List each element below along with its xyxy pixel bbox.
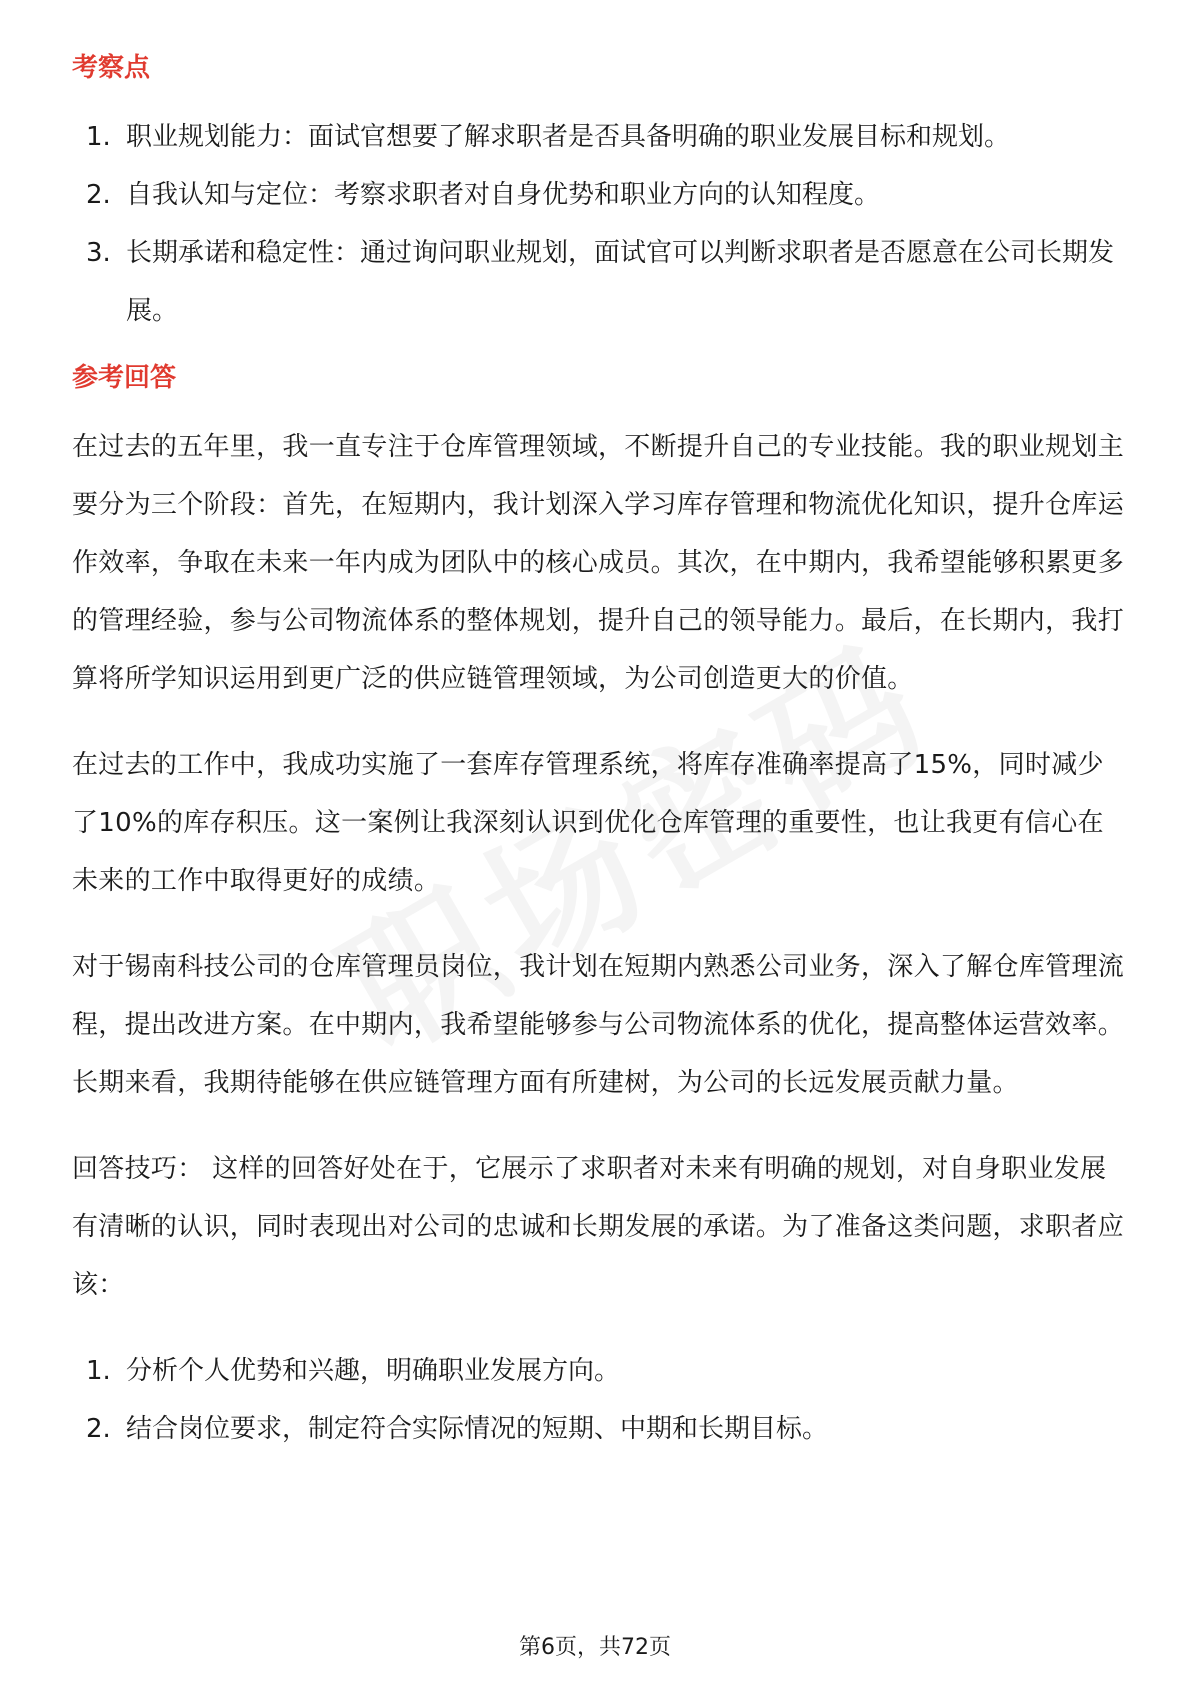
tips-list bbox=[72, 1342, 1124, 1458]
tips-paragraph: 回答技巧： 这样的回答好处在于，它展示了求职者对未来有明确的规划，对自身职业发展有清晰的认识，同时表现出对公司的忠诚和长期发展的承诺。为了准备这类问题，求职者应该： bbox=[72, 1154, 1125, 1300]
points-list bbox=[72, 108, 1124, 340]
list-item bbox=[72, 1400, 1124, 1458]
list-item-number: 2. bbox=[86, 180, 111, 210]
section-title-points: 考察点 bbox=[72, 53, 151, 83]
answer-paragraph: 对于锡南科技公司的仓库管理员岗位，我计划在短期内熟悉公司业务，深入了解仓库管理流程，提出改进方案。在中期内，我希望能够参与公司物流体系的优化，提高整体运营效率。长期来看，我期待能够在供应链管理方面有所建树，为公司的长远发展贡献力量。 bbox=[72, 952, 1125, 1098]
list-item-text: 自我认知与定位：考察求职者对自身优势和职业方向的认知程度。 bbox=[126, 180, 881, 210]
list-item-number: 1. bbox=[86, 1356, 111, 1386]
list-item-text: 结合岗位要求，制定符合实际情况的短期、中期和长期目标。 bbox=[126, 1414, 829, 1444]
list-item-number: 3. bbox=[86, 238, 111, 268]
list-item bbox=[72, 1342, 1124, 1400]
list-item-number: 1. bbox=[86, 122, 111, 152]
section-title-answer: 参考回答 bbox=[72, 363, 177, 393]
page-number: 第6页，共72页 bbox=[519, 1635, 671, 1660]
list-item-text: 长期承诺和稳定性：通过询问职业规划，面试官可以判断求职者是否愿意在公司长期发展。 bbox=[126, 238, 1115, 326]
answer-paragraph: 在过去的五年里，我一直专注于仓库管理领域，不断提升自己的专业技能。我的职业规划主要分为三个阶段：首先，在短期内，我计划深入学习库存管理和物流优化知识，提升仓库运作效率，争取在未来一年内成为团队中的核心成员。其次，在中期内，我希望能够积累更多的管理经验，参与公司物流体系的整体规划，提升自己的领导能力。最后，在长期内，我打算将所学知识运用到更广泛的供应链管理领域，为公司创造更大的价值。 bbox=[72, 432, 1125, 694]
list-item-number: 2. bbox=[86, 1414, 111, 1444]
list-item bbox=[72, 224, 1124, 340]
list-item bbox=[72, 108, 1124, 166]
page-content bbox=[72, 48, 1124, 1458]
list-item bbox=[72, 166, 1124, 224]
list-item-text: 职业规划能力：面试官想要了解求职者是否具备明确的职业发展目标和规划。 bbox=[126, 122, 1011, 152]
answer-paragraph: 在过去的工作中，我成功实施了一套库存管理系统，将库存准确率提高了15%，同时减少了10%的库存积压。这一案例让我深刻认识到优化仓库管理的重要性，也让我更有信心在未来的工作中取得更好的成绩。 bbox=[72, 750, 1104, 896]
list-item-text: 分析个人优势和兴趣，明确职业发展方向。 bbox=[126, 1356, 621, 1386]
